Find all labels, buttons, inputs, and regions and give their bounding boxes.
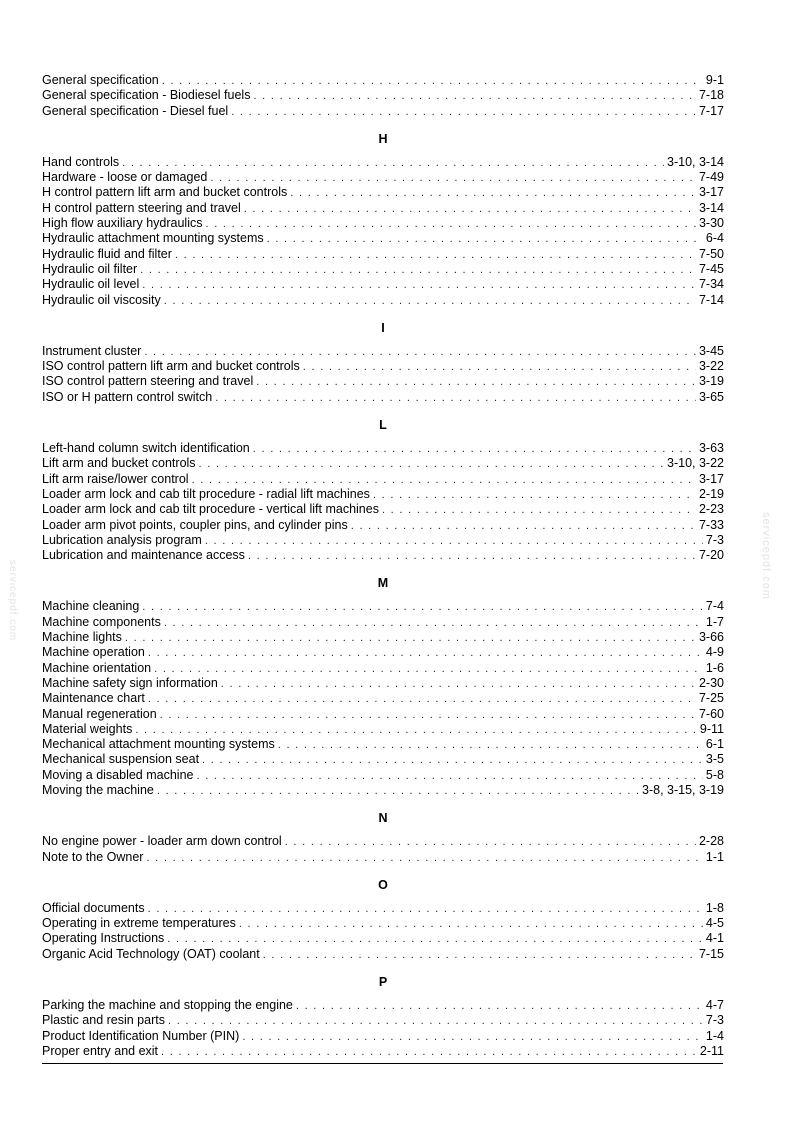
entry-page-ref: 3-14 xyxy=(698,200,724,215)
dot-leader xyxy=(242,1030,703,1045)
entry-page-ref: 2-30 xyxy=(698,675,724,690)
dot-leader xyxy=(303,360,696,375)
index-entry[interactable] xyxy=(42,262,724,277)
dot-leader xyxy=(351,519,696,534)
dot-leader xyxy=(148,692,696,707)
entry-label: General specification xyxy=(42,73,159,87)
entry-page-ref: 7-4 xyxy=(705,599,724,614)
entry-page-ref: 5-8 xyxy=(705,767,724,782)
entry-label: Machine components xyxy=(42,614,161,629)
index-entry[interactable] xyxy=(42,359,724,374)
index-entry[interactable] xyxy=(42,518,724,533)
entry-label: Hydraulic attachment mounting systems xyxy=(42,231,264,246)
dot-leader xyxy=(160,708,696,723)
entry-label: Plastic and resin parts xyxy=(42,1013,165,1028)
entry-page-ref: 1-4 xyxy=(705,1028,724,1043)
index-entry[interactable] xyxy=(42,783,724,798)
entry-page-ref: 3-45 xyxy=(698,343,724,358)
index-entry[interactable] xyxy=(42,293,724,308)
entry-label: Moving the machine xyxy=(42,782,154,797)
entry-page-ref: 6-4 xyxy=(705,231,724,246)
entry-page-ref: 7-45 xyxy=(698,261,724,276)
entry-label: H control pattern steering and travel xyxy=(42,200,241,215)
index-entry[interactable] xyxy=(42,201,724,216)
index-entry[interactable] xyxy=(42,1013,724,1028)
dot-leader xyxy=(161,1045,697,1060)
entry-page-ref: 2-11 xyxy=(699,1043,724,1058)
entry-page-ref: 7-25 xyxy=(698,691,724,706)
index-entry[interactable] xyxy=(42,344,724,359)
entry-page-ref: 4-7 xyxy=(705,998,724,1013)
entry-page-ref: 4-1 xyxy=(705,931,724,946)
index-entry[interactable] xyxy=(42,645,724,660)
entry-label: ISO control pattern steering and travel xyxy=(42,374,254,389)
dot-leader xyxy=(196,769,702,784)
index-list xyxy=(42,73,724,1059)
dot-leader xyxy=(164,294,696,309)
entry-page-ref: 3-10, 3-14 xyxy=(667,154,724,169)
dot-leader xyxy=(122,156,664,171)
entry-label: Material weights xyxy=(42,721,133,736)
entry-label: Instrument cluster xyxy=(42,343,142,358)
entry-page-ref: 7-20 xyxy=(698,548,724,563)
dot-leader xyxy=(205,534,703,549)
index-entry[interactable] xyxy=(42,722,724,737)
index-entry[interactable] xyxy=(42,73,724,88)
entry-label: Official documents xyxy=(42,900,145,915)
index-entry[interactable] xyxy=(42,247,724,262)
index-entry[interactable] xyxy=(42,456,724,471)
dot-leader xyxy=(244,202,696,217)
dot-leader xyxy=(202,753,703,768)
dot-leader xyxy=(144,345,696,360)
entry-page-ref: 1-1 xyxy=(705,849,724,864)
dot-leader xyxy=(148,902,703,917)
entry-label: Lift arm raise/lower control xyxy=(42,471,189,486)
dot-leader xyxy=(248,549,696,564)
entry-label: ISO or H pattern control switch xyxy=(42,389,213,404)
dot-leader xyxy=(253,442,696,457)
entry-label: High flow auxiliary hydraulics xyxy=(42,216,203,231)
entry-label: Mechanical suspension seat xyxy=(42,752,200,767)
index-entry[interactable] xyxy=(42,752,724,767)
index-entry[interactable] xyxy=(42,661,724,676)
index-entry[interactable] xyxy=(42,834,724,849)
index-entry[interactable] xyxy=(42,487,724,502)
entry-label: Mechanical attachment mounting systems xyxy=(42,737,275,752)
dot-leader xyxy=(215,391,696,406)
entry-page-ref: 3-19 xyxy=(698,374,724,389)
index-section xyxy=(42,811,724,865)
entry-page-ref: 7-34 xyxy=(698,277,724,292)
entry-label: Operating Instructions xyxy=(42,931,165,946)
entry-label: Maintenance chart xyxy=(42,691,145,706)
index-entry[interactable] xyxy=(42,691,724,706)
index-entry[interactable] xyxy=(42,615,724,630)
entry-label: H control pattern lift arm and bucket controls xyxy=(42,185,288,200)
entry-label: General specification - Diesel fuel xyxy=(42,103,229,118)
entry-page-ref: 1-7 xyxy=(705,614,724,629)
index-entry[interactable] xyxy=(42,277,724,292)
entry-label: Machine safety sign information xyxy=(42,675,218,690)
entry-page-ref: 3-17 xyxy=(698,185,724,200)
entry-page-ref: 3-63 xyxy=(698,441,724,456)
entry-page-ref: 3-8, 3-15, 3-19 xyxy=(642,782,724,797)
index-section xyxy=(42,418,724,563)
entry-label: Loader arm lock and cab tilt procedure - radial lift machines xyxy=(42,486,370,501)
dot-leader xyxy=(175,248,696,263)
dot-leader xyxy=(168,1014,703,1029)
entry-page-ref: 3-30 xyxy=(698,216,724,231)
entry-page-ref: 2-28 xyxy=(698,834,724,849)
index-entry[interactable] xyxy=(42,707,724,722)
entry-label: Loader arm lock and cab tilt procedure - vertical lift machines xyxy=(42,502,379,517)
dot-leader xyxy=(205,217,695,232)
index-entry[interactable] xyxy=(42,216,724,231)
entry-page-ref: 3-66 xyxy=(698,630,724,645)
section-letter-heading: M xyxy=(377,576,389,591)
entry-page-ref: 6-1 xyxy=(705,737,724,752)
entry-label: Proper entry and exit xyxy=(42,1043,159,1058)
dot-leader xyxy=(231,105,696,120)
section-letter-heading: L xyxy=(379,418,387,433)
entry-page-ref: 7-33 xyxy=(698,517,724,532)
entry-label: Machine lights xyxy=(42,630,122,645)
dot-leader xyxy=(142,600,703,615)
entry-label: Lift arm and bucket controls xyxy=(42,456,196,471)
index-entry[interactable] xyxy=(42,916,724,931)
dot-leader xyxy=(162,74,703,89)
index-entry[interactable] xyxy=(42,737,724,752)
entry-page-ref: 7-17 xyxy=(698,103,724,118)
entry-label: Machine operation xyxy=(42,645,145,660)
dot-leader xyxy=(296,999,703,1014)
index-entry[interactable] xyxy=(42,630,724,645)
dot-leader xyxy=(285,835,696,850)
index-entry[interactable] xyxy=(42,231,724,246)
dot-leader xyxy=(157,784,639,799)
dot-leader xyxy=(125,631,696,646)
entry-page-ref: 7-18 xyxy=(698,88,724,103)
index-section xyxy=(42,132,724,308)
section-letter-heading: N xyxy=(378,811,388,826)
entry-page-ref: 7-50 xyxy=(698,246,724,261)
index-section xyxy=(42,321,724,405)
entry-page-ref: 7-3 xyxy=(705,532,724,547)
index-entry[interactable] xyxy=(42,548,724,563)
index-entry[interactable] xyxy=(42,947,724,962)
dot-leader xyxy=(210,171,696,186)
entry-page-ref: 7-14 xyxy=(698,292,724,307)
entry-label: General specification - Biodiesel fuels xyxy=(42,88,251,103)
index-entry[interactable] xyxy=(42,441,724,456)
index-entry[interactable] xyxy=(42,390,724,405)
dot-leader xyxy=(278,738,703,753)
dot-leader xyxy=(192,473,696,488)
entry-label: Machine orientation xyxy=(42,660,152,675)
index-entry[interactable] xyxy=(42,901,724,916)
entry-label: Operating in extreme temperatures xyxy=(42,916,236,931)
dot-leader xyxy=(267,232,703,247)
index-entry[interactable] xyxy=(42,931,724,946)
entry-label: Manual regeneration xyxy=(42,706,157,721)
dot-leader xyxy=(146,851,702,866)
entry-page-ref: 4-9 xyxy=(705,645,724,660)
dot-leader xyxy=(263,948,696,963)
entry-page-ref: 1-6 xyxy=(705,660,724,675)
entry-page-ref: 3-10, 3-22 xyxy=(667,456,724,471)
entry-label: Note to the Owner xyxy=(42,849,144,864)
dot-leader xyxy=(239,917,703,932)
entry-label: Hydraulic oil viscosity xyxy=(42,292,161,307)
entry-label: Left-hand column switch identification xyxy=(42,441,250,456)
entry-page-ref: 4-5 xyxy=(705,916,724,931)
entry-page-ref: 9-1 xyxy=(705,73,724,87)
entry-label: Loader arm pivot points, coupler pins, and cylinder pins xyxy=(42,517,348,532)
index-section xyxy=(42,878,724,962)
entry-page-ref: 3-65 xyxy=(698,389,724,404)
entry-page-ref: 7-49 xyxy=(698,170,724,185)
entry-label: Hydraulic oil filter xyxy=(42,261,138,276)
entry-page-ref: 3-17 xyxy=(698,471,724,486)
index-entry[interactable] xyxy=(42,88,724,103)
dot-leader xyxy=(221,677,696,692)
index-entry[interactable] xyxy=(42,170,724,185)
index-entry[interactable] xyxy=(42,599,724,614)
entry-page-ref: 7-3 xyxy=(705,1013,724,1028)
entry-label: Product Identification Number (PIN) xyxy=(42,1028,240,1043)
watermark-right: servicepdf.com xyxy=(760,512,772,600)
dot-leader xyxy=(199,457,664,472)
index-entry[interactable] xyxy=(42,998,724,1013)
dot-leader xyxy=(148,646,703,661)
index-entry[interactable] xyxy=(42,155,724,170)
section-letter-heading: O xyxy=(378,877,388,892)
entry-label: Machine cleaning xyxy=(42,599,140,614)
dot-leader xyxy=(140,263,696,278)
index-entry[interactable] xyxy=(42,533,724,548)
section-letter-heading: I xyxy=(381,320,385,335)
index-entry[interactable] xyxy=(42,104,724,119)
entry-page-ref: 2-23 xyxy=(698,502,724,517)
index-entry[interactable] xyxy=(42,1044,724,1059)
index-section xyxy=(42,576,724,798)
entry-label: No engine power - loader arm down control xyxy=(42,834,282,849)
dot-leader xyxy=(164,616,703,631)
dot-leader xyxy=(142,278,696,293)
entry-label: Parking the machine and stopping the engine xyxy=(42,998,293,1013)
dot-leader xyxy=(135,723,697,738)
footer-rule xyxy=(42,1063,723,1064)
dot-leader xyxy=(167,932,703,947)
index-entry[interactable] xyxy=(42,472,724,487)
index-entry[interactable] xyxy=(42,185,724,200)
dot-leader xyxy=(154,662,703,677)
entry-label: Hydraulic fluid and filter xyxy=(42,246,172,261)
entry-page-ref: 2-19 xyxy=(698,486,724,501)
entry-label: Moving a disabled machine xyxy=(42,767,194,782)
index-section xyxy=(42,975,724,1059)
watermark-left: servicepdf.com xyxy=(7,560,18,642)
entry-page-ref: 3-22 xyxy=(698,359,724,374)
entry-page-ref: 1-8 xyxy=(705,900,724,915)
dot-leader xyxy=(382,503,696,518)
entry-page-ref: 7-15 xyxy=(698,946,724,961)
index-entry[interactable] xyxy=(42,676,724,691)
dot-leader xyxy=(290,186,696,201)
index-entry[interactable] xyxy=(42,374,724,389)
entry-label: Lubrication analysis program xyxy=(42,532,202,547)
entry-page-ref: 9-11 xyxy=(699,721,724,736)
index-entry[interactable] xyxy=(42,850,724,865)
entry-label: Hand controls xyxy=(42,154,120,169)
section-letter-heading: H xyxy=(378,131,388,146)
entry-label: ISO control pattern lift arm and bucket controls xyxy=(42,359,300,374)
entry-label: Hardware - loose or damaged xyxy=(42,170,208,185)
index-entry[interactable] xyxy=(42,1029,724,1044)
index-section xyxy=(42,73,724,119)
dot-leader xyxy=(373,488,696,503)
entry-label: Organic Acid Technology (OAT) coolant xyxy=(42,946,260,961)
entry-label: Hydraulic oil level xyxy=(42,277,140,292)
index-entry[interactable] xyxy=(42,768,724,783)
section-letter-heading: P xyxy=(378,975,388,990)
entry-label: Lubrication and maintenance access xyxy=(42,548,245,563)
entry-page-ref: 7-60 xyxy=(698,706,724,721)
dot-leader xyxy=(256,375,696,390)
index-entry[interactable] xyxy=(42,502,724,517)
entry-page-ref: 3-5 xyxy=(705,752,724,767)
dot-leader xyxy=(253,89,696,104)
